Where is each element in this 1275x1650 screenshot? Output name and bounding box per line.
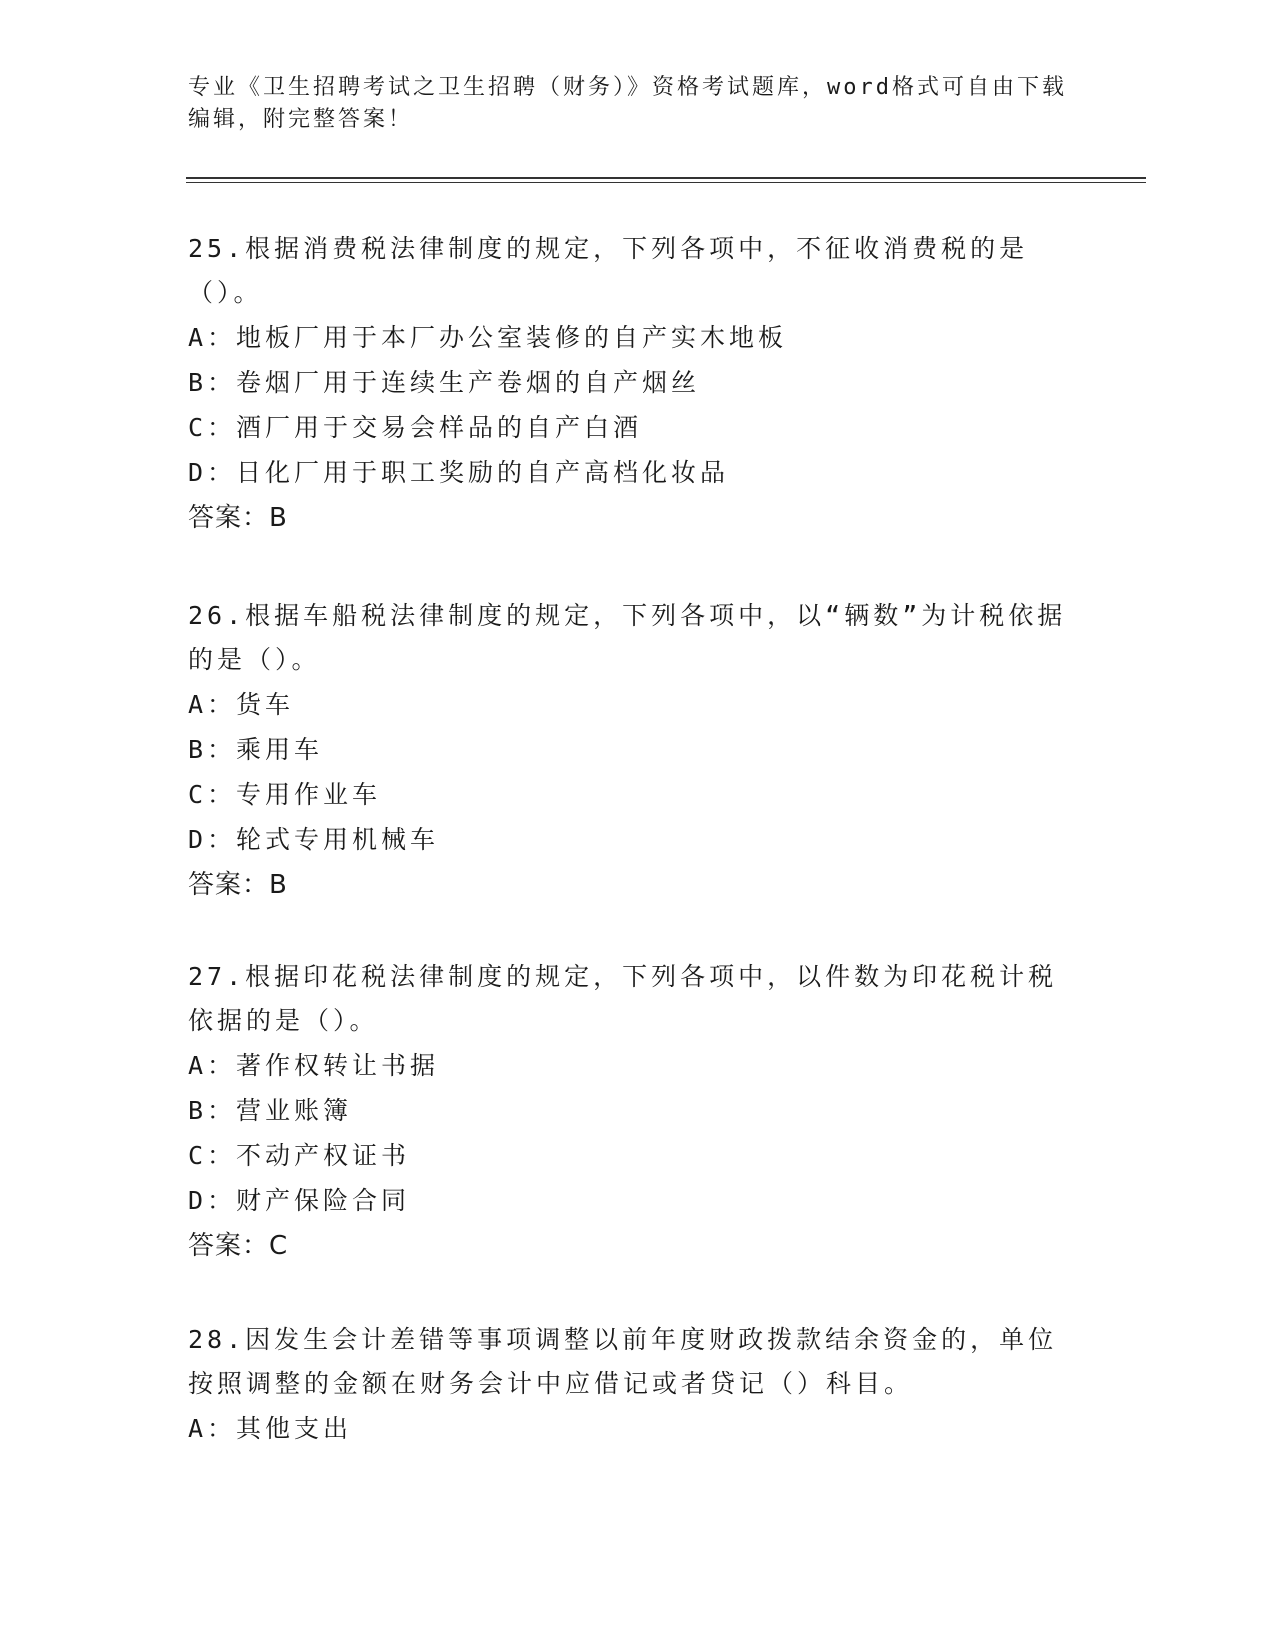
answer-label: 答案：B (188, 503, 288, 533)
option-c: C：不动产权证书 (188, 1141, 411, 1170)
option-a: A：其他支出 (188, 1414, 353, 1443)
answer-label: 答案：B (188, 870, 288, 900)
question-stem: 28.因发生会计差错等事项调整以前年度财政拨款结余资金的，单位按照调整的金额在财务会计中应借记或者贷记（）科目。 (188, 1325, 1058, 1398)
question-27 (188, 955, 1078, 1269)
question-stem: 27.根据印花税法律制度的规定，下列各项中，以件数为印花税计税依据的是（）。 (188, 962, 1058, 1035)
option-a: A：著作权转让书据 (188, 1051, 440, 1080)
option-a: A：地板厂用于本厂办公室装修的自产实木地板 (188, 323, 788, 352)
header-divider-thin (186, 182, 1146, 183)
option-c: C：专用作业车 (188, 780, 382, 809)
header-divider-thick (186, 177, 1146, 179)
question-26 (188, 594, 1078, 908)
option-b: B：营业账簿 (188, 1096, 353, 1125)
document-header: 专业《卫生招聘考试之卫生招聘（财务）》资格考试题库，word格式可自由下载编辑，附完整答案！ (188, 75, 1067, 132)
question-stem: 26.根据车船税法律制度的规定，下列各项中，以“辆数”为计税依据的是（）。 (188, 601, 1067, 674)
question-28 (188, 1318, 1078, 1451)
option-a: A：货车 (188, 690, 295, 719)
option-b: B：卷烟厂用于连续生产卷烟的自产烟丝 (188, 368, 701, 397)
option-d: D：轮式专用机械车 (188, 825, 440, 854)
option-c: C：酒厂用于交易会样品的自产白酒 (188, 413, 643, 442)
answer-label: 答案：C (188, 1231, 289, 1261)
question-25 (188, 227, 1078, 541)
option-d: D：日化厂用于职工奖励的自产高档化妆品 (188, 458, 730, 487)
option-b: B：乘用车 (188, 735, 324, 764)
question-stem: 25.根据消费税法律制度的规定，下列各项中，不征收消费税的是（）。 (188, 234, 1029, 307)
option-d: D：财产保险合同 (188, 1186, 411, 1215)
